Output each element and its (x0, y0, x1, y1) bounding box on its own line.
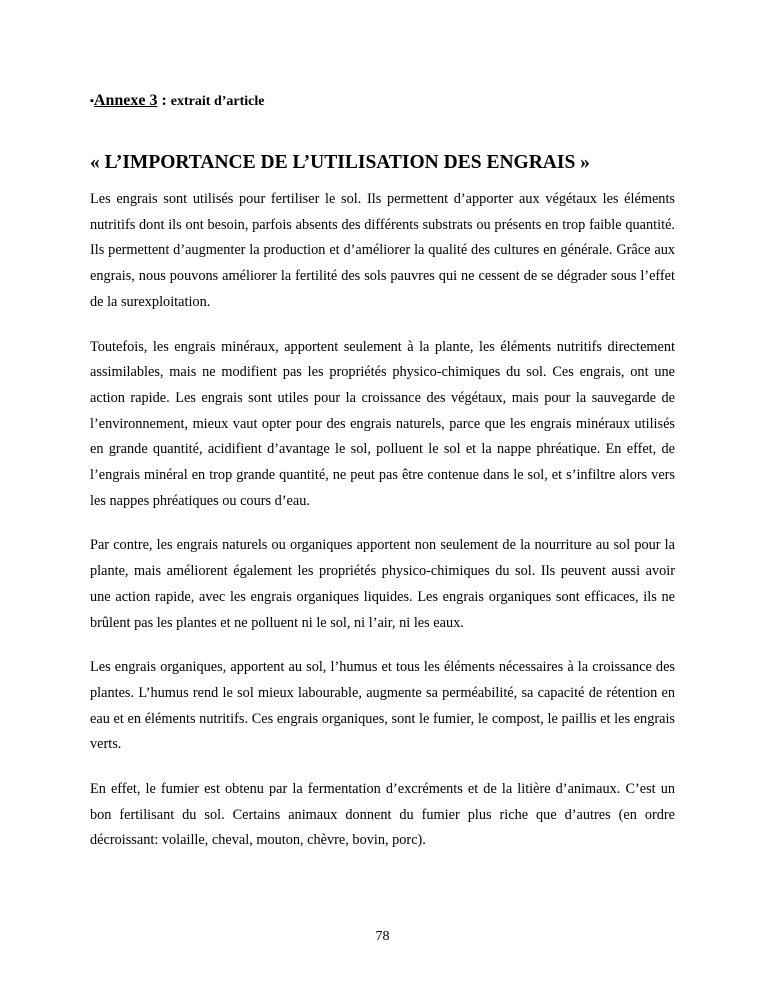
article-title: « L’IMPORTANCE DE L’UTILISATION DES ENGRAIS » (90, 152, 590, 173)
page-number: 78 (375, 929, 390, 944)
annex-label: Annexe 3 (93, 92, 158, 109)
paragraph-5: En effet, le fumier est obtenu par la fermentation d’excréments et de la litière d’animaux. C’est un bon fertilisant du sol. Certains animaux donnent du fumier plus riche que d’autres (en ordre décroissant: volaille, cheval, mouton, chèvre, bovin, porc). (90, 781, 675, 849)
paragraph-4: Les engrais organiques, apportent au sol, l’humus et tous les éléments nécessaires à la croissance des plantes. L’humus rend le sol mieux labourable, augmente sa perméabilité, sa capacité de rétention en eau et en éléments nutritifs. Ces engrais organiques, sont le fumier, le compost, le paillis et les engrais verts. (90, 659, 675, 753)
annex-heading (90, 91, 264, 112)
paragraph-1: Les engrais sont utilisés pour fertiliser le sol. Ils permettent d’apporter aux végétaux les éléments nutritifs dont ils ont besoin, parfois absents des différents substrats ou présents en trop faible quantité. Ils permettent d’augmenter la production et d’améliorer la qualité des cultures en générale. Grâce aux engrais, nous pouvons améliorer la fertilité des sols pauvres qui ne cessent de se dégrader sous l’effet de la surexploitation. (90, 191, 675, 310)
square-bullet-icon: ▪ (90, 95, 94, 107)
annex-colon: : (157, 92, 171, 109)
paragraph-2: Toutefois, les engrais minéraux, apportent seulement à la plante, les éléments nutritifs directement assimilables, mais ne modifient pas les propriétés physico-chimiques du sol. Ces engrais, ont une action rapide. Les engrais sont utiles pour la croissance des végétaux, mais pour la sauvegarde de l’environnement, mieux vaut opter pour des engrais naturels, parce que les engrais minéraux utilisés en grande quantité, acidifient d’avantage le sol, polluent le sol et la nappe phréatique. En effet, de l’engrais minéral en trop grande quantité, ne peut pas être contenue dans le sol, et s’infiltre alors vers les nappes phréatiques ou cours d’eau. (90, 338, 675, 509)
article-body (90, 187, 675, 873)
annex-subtitle: extrait d’article (170, 94, 265, 109)
paragraph-3: Par contre, les engrais naturels ou organiques apportent non seulement de la nourriture au sol pour la plante, mais améliorent également les propriétés physico-chimiques du sol. Ils peuvent aussi avoir une action rapide, avec les engrais organiques liquides. Les engrais organiques sont efficaces, ils ne brûlent pas les plantes et ne polluent ni le sol, ni l’air, ni les eaux. (90, 537, 675, 631)
